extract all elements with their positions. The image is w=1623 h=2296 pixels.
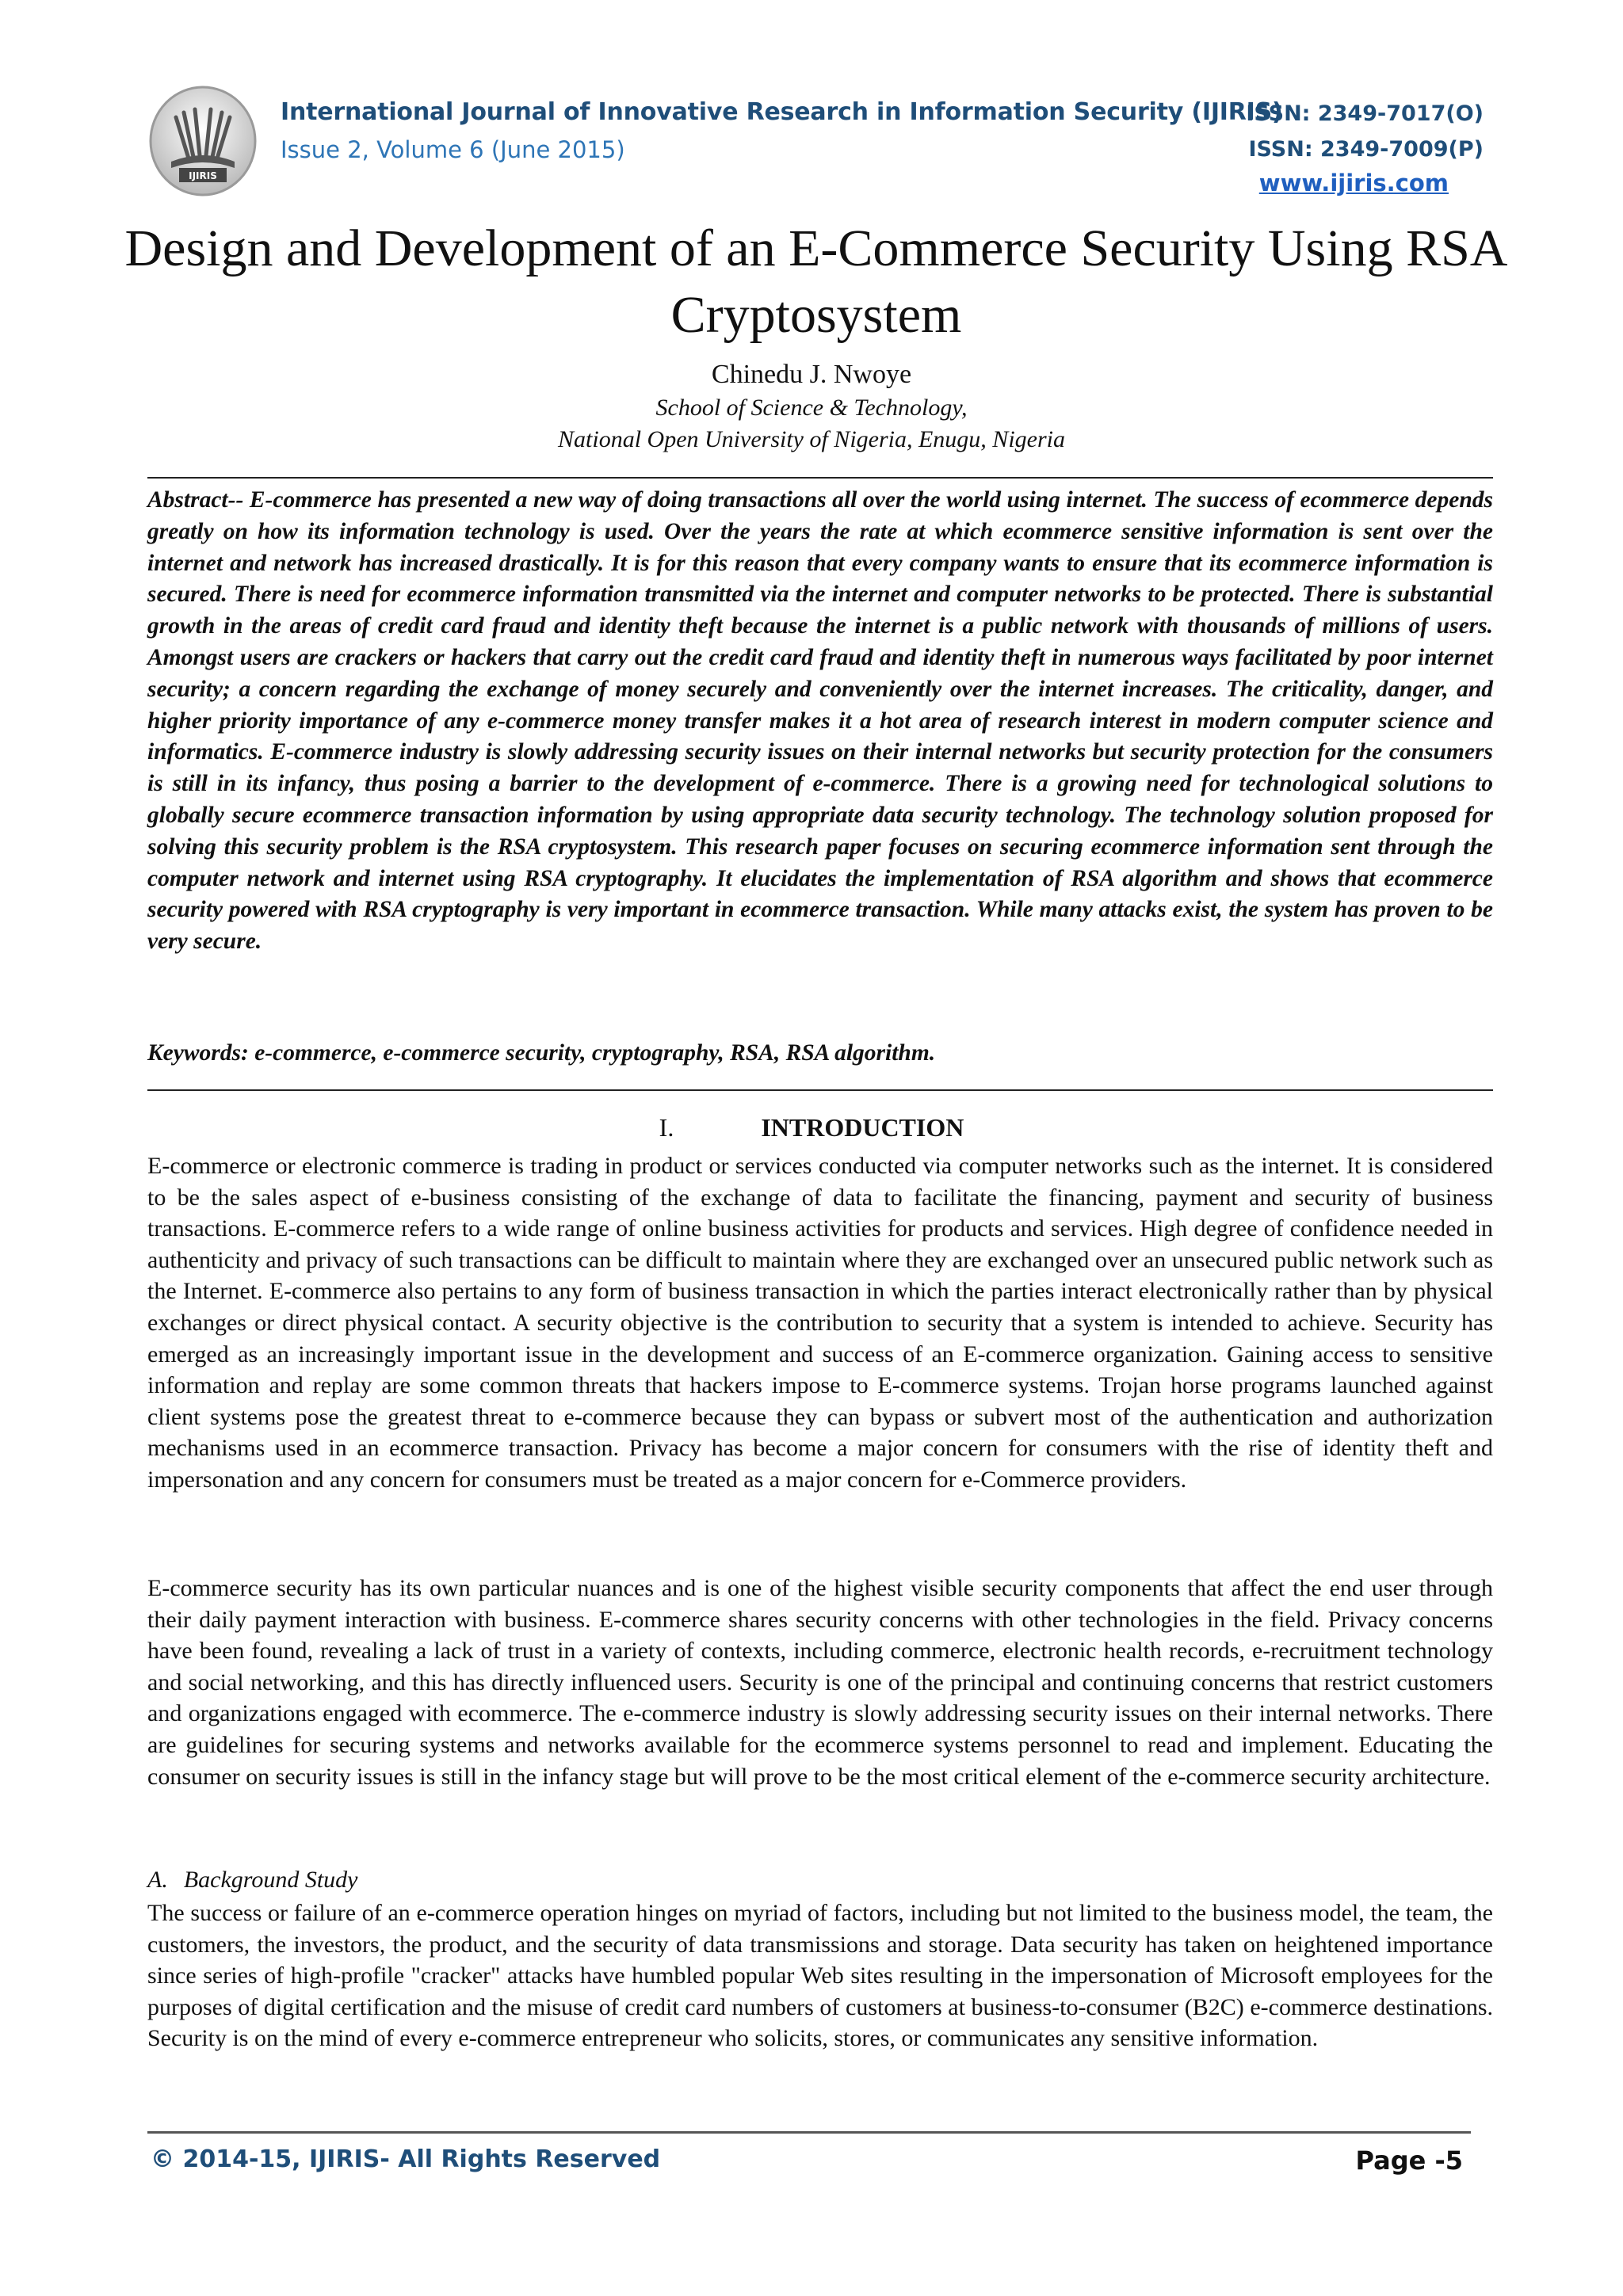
journal-name: International Journal of Innovative Research in Information Security (IJIRIS) <box>281 98 1283 126</box>
abstract-top-rule <box>147 477 1493 479</box>
subsection-title: Background Study <box>183 1867 358 1893</box>
paper-title: Design and Development of an E-Commerce Security Using RSA Cryptosystem <box>124 219 1508 344</box>
logo-label: IJIRIS <box>189 170 217 181</box>
subsection-heading-background <box>147 1867 358 1894</box>
section-title: INTRODUCTION <box>761 1113 964 1142</box>
book-lion-emblem-icon <box>147 86 258 196</box>
author-name: Chinedu J. Nwoye <box>711 360 912 389</box>
journal-header <box>0 0 1623 198</box>
intro-paragraph-2: E-commerce security has its own particular nuances and is one of the highest visible security components that affect the end user through their daily payment interaction with business. E-commerce shares security concerns with other technologies in the field. Privacy concerns have been found, revealing a lack of trust in a variety of contexts, including commerce, electronic health records, e-recruitment technology and social networking, and this has directly influenced users. Security is one of the principal and continuing concerns that restrict customers and organizations engaged with ecommerce. The e-commerce industry is slowly addressing security issues on their internal networks. There are guidelines for securing systems and networks available for the ecommerce systems personnel to read and implement. Educating the consumer on security issues is still in the infancy stage but will prove to be the most critical element of the e-commerce security architecture. <box>147 1575 1493 1790</box>
section-number: I. <box>659 1113 674 1142</box>
issn-print: ISSN: 2349-7009(P) <box>1248 137 1484 162</box>
subsection-letter: A. <box>147 1867 168 1893</box>
abstract: Abstract-- E-commerce has presented a new way of doing transactions all over the world using internet. The success of ecommerce depends greatly on how its information technology is used. Over the years the rate at which ecommerce sensitive information is sent over the internet and network has increased drastically. It is for this reason that every company wants to ensure that its ecommerce information is secured. There is need for ecommerce information transmitted via the internet and computer networks to be protected. There is substantial growth in the areas of credit card fraud and identity theft because the internet is a public network with thousands of millions of users. Amongst users are crackers or hackers that carry out the credit card fraud and identity theft in numerous ways facilitated by poor internet security; a concern regarding the exchange of money securely and conveniently over the internet increases. The criticality, danger, and higher priority importance of any e-commerce money transfer makes it a hot area of research interest in modern computer science and informatics. E-commerce industry is slowly addressing security issues on their internal networks but security protection for the consumers is still in its infancy, thus posing a barrier to the development of e-commerce. There is a growing need for technological solutions to globally secure ecommerce transaction information by using appropriate data security technology. The technology solution proposed for solving this security problem is the RSA cryptosystem. This research paper focuses on securing ecommerce information sent through the computer network and internet using RSA cryptography. It elucidates the implementation of RSA algorithm and shows that ecommerce security powered with RSA cryptography is very important in ecommerce transaction. While many attacks exist, the system has proven to be very secure. <box>147 487 1493 955</box>
journal-website-link[interactable]: www.ijiris.com <box>1258 170 1449 196</box>
copyright-notice: © 2014-15, IJIRIS- All Rights Reserved <box>151 2145 661 2173</box>
issn-online: ISSN: 2349-7017(O) <box>1246 101 1484 126</box>
author-affiliation-university: National Open University of Nigeria, Enugu, Nigeria <box>558 426 1065 452</box>
page-number: Page -5 <box>1355 2145 1463 2176</box>
background-paragraph: The success or failure of an e-commerce operation hinges on myriad of factors, including but not limited to the business model, the team, the customers, the investors, the product, and the security of data transmissions and storage. Data security has taken on heightened importance since series of high-profile "cracker" attacks have humbled popular Web sites resulting in the impersonation of Microsoft employees for the purposes of digital certification and the misuse of credit card numbers of customers at business-to-consumer (B2C) e-commerce destinations. Security is on the mind of every e-commerce entrepreneur who solicits, stores, or communicates any sensitive information. <box>147 1900 1493 2052</box>
issue-info: Issue 2, Volume 6 (June 2015) <box>281 136 625 163</box>
keywords: Keywords: e-commerce, e-commerce security, cryptography, RSA, RSA algorithm. <box>147 1040 936 1066</box>
section-heading-introduction <box>0 1113 1623 1142</box>
intro-paragraph-1: E-commerce or electronic commerce is trading in product or services conducted via computer networks such as the internet. It is considered to be the sales aspect of e-business consisting of the exchange of data to facilitate the financing, payment and security of business transactions. E-commerce refers to a wide range of online business activities for products and services. High degree of confidence needed in authenticity and privacy of such transactions can be difficult to maintain where they are exchanged over an unsecured public network such as the Internet. E-commerce also pertains to any form of business transaction in which the parties interact electronically rather than by physical exchanges or direct physical contact. A security objective is the contribution to security that a system is intended to achieve. Security has emerged as an increasingly important issue in the development and success of an E-commerce organization. Gaining access to sensitive information and replay are some common threats that hackers impose to E-commerce systems. Trojan horse programs launched against client systems pose the greatest threat to e-commerce because they can bypass or subvert most of the authentication and authorization mechanisms used in an ecommerce transaction. Privacy has become a major concern for consumers with the rise of identity theft and impersonation and any concern for consumers must be treated as a major concern for e-Commerce providers. <box>147 1153 1493 1493</box>
footer-rule <box>147 2131 1471 2134</box>
abstract-bottom-rule <box>147 1089 1493 1091</box>
author-affiliation-school: School of Science & Technology, <box>655 395 968 421</box>
